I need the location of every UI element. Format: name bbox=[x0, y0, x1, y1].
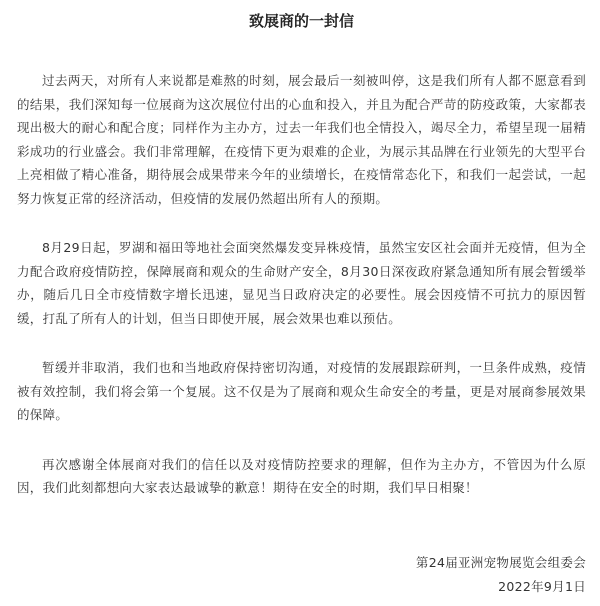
signature-block bbox=[416, 551, 586, 598]
letter-body bbox=[17, 69, 586, 500]
paragraph-3: 暂缓并非取消，我们也和当地政府保持密切沟通，对疫情的发展跟踪研判，一旦条件成熟，疫情被有效控制，我们将会第一个复展。这不仅是为了展商和观众生命安全的考量，更是对展商参展效果的保障。 bbox=[17, 360, 586, 422]
organizer-name: 第24届亚洲宠物展览会组委会 bbox=[415, 555, 586, 570]
paragraph-1: 过去两天，对所有人来说都是难熬的时刻，展会最后一刻被叫停，这是我们所有人都不愿意看到的结果，我们深知每一位展商为这次展位付出的心血和投入，并且为配合严苛的防疫政策，大家都表现出极大的耐心和配合度；同样作为主办方，过去一年我们也全情投入，竭尽全力，希望呈现一届精彩成功的行业盛会。我们非常理解，在疫情下更为艰难的企业，为展示其品牌在行业领先的大型平台上亮相做了精心准备，期待展会成果带来今年的业绩增长，在疫情常态化下，和我们一起尝试，一起努力恢复正常的经济活动，但疫情的发展仍然超出所有人的预期。 bbox=[17, 73, 586, 206]
paragraph-4: 再次感谢全体展商对我们的信任以及对疫情防控要求的理解，但作为主办方，不管因为什么原因，我们此刻都想向大家表达最诚挚的歉意！期待在安全的时期，我们早日相聚！ bbox=[17, 456, 586, 495]
paragraph-2: 8月29日起，罗湖和福田等地社会面突然爆发变异株疫情，虽然宝安区社会面并无疫情，但为全力配合政府疫情防控，保障展商和观众的生命财产安全，8月30日深夜政府紧急通知所有展会暂缓举办，随后几日全市疫情数字增长迅速，显见当日政府决定的必要性。展会因疫情不可抗力的原因暂缓，打乱了所有人的计划，但当日即使开展，展会效果也难以预估。 bbox=[17, 240, 586, 326]
letter-title: 致展商的一封信 bbox=[248, 12, 354, 30]
letter-date: 2022年9月1日 bbox=[498, 578, 586, 594]
